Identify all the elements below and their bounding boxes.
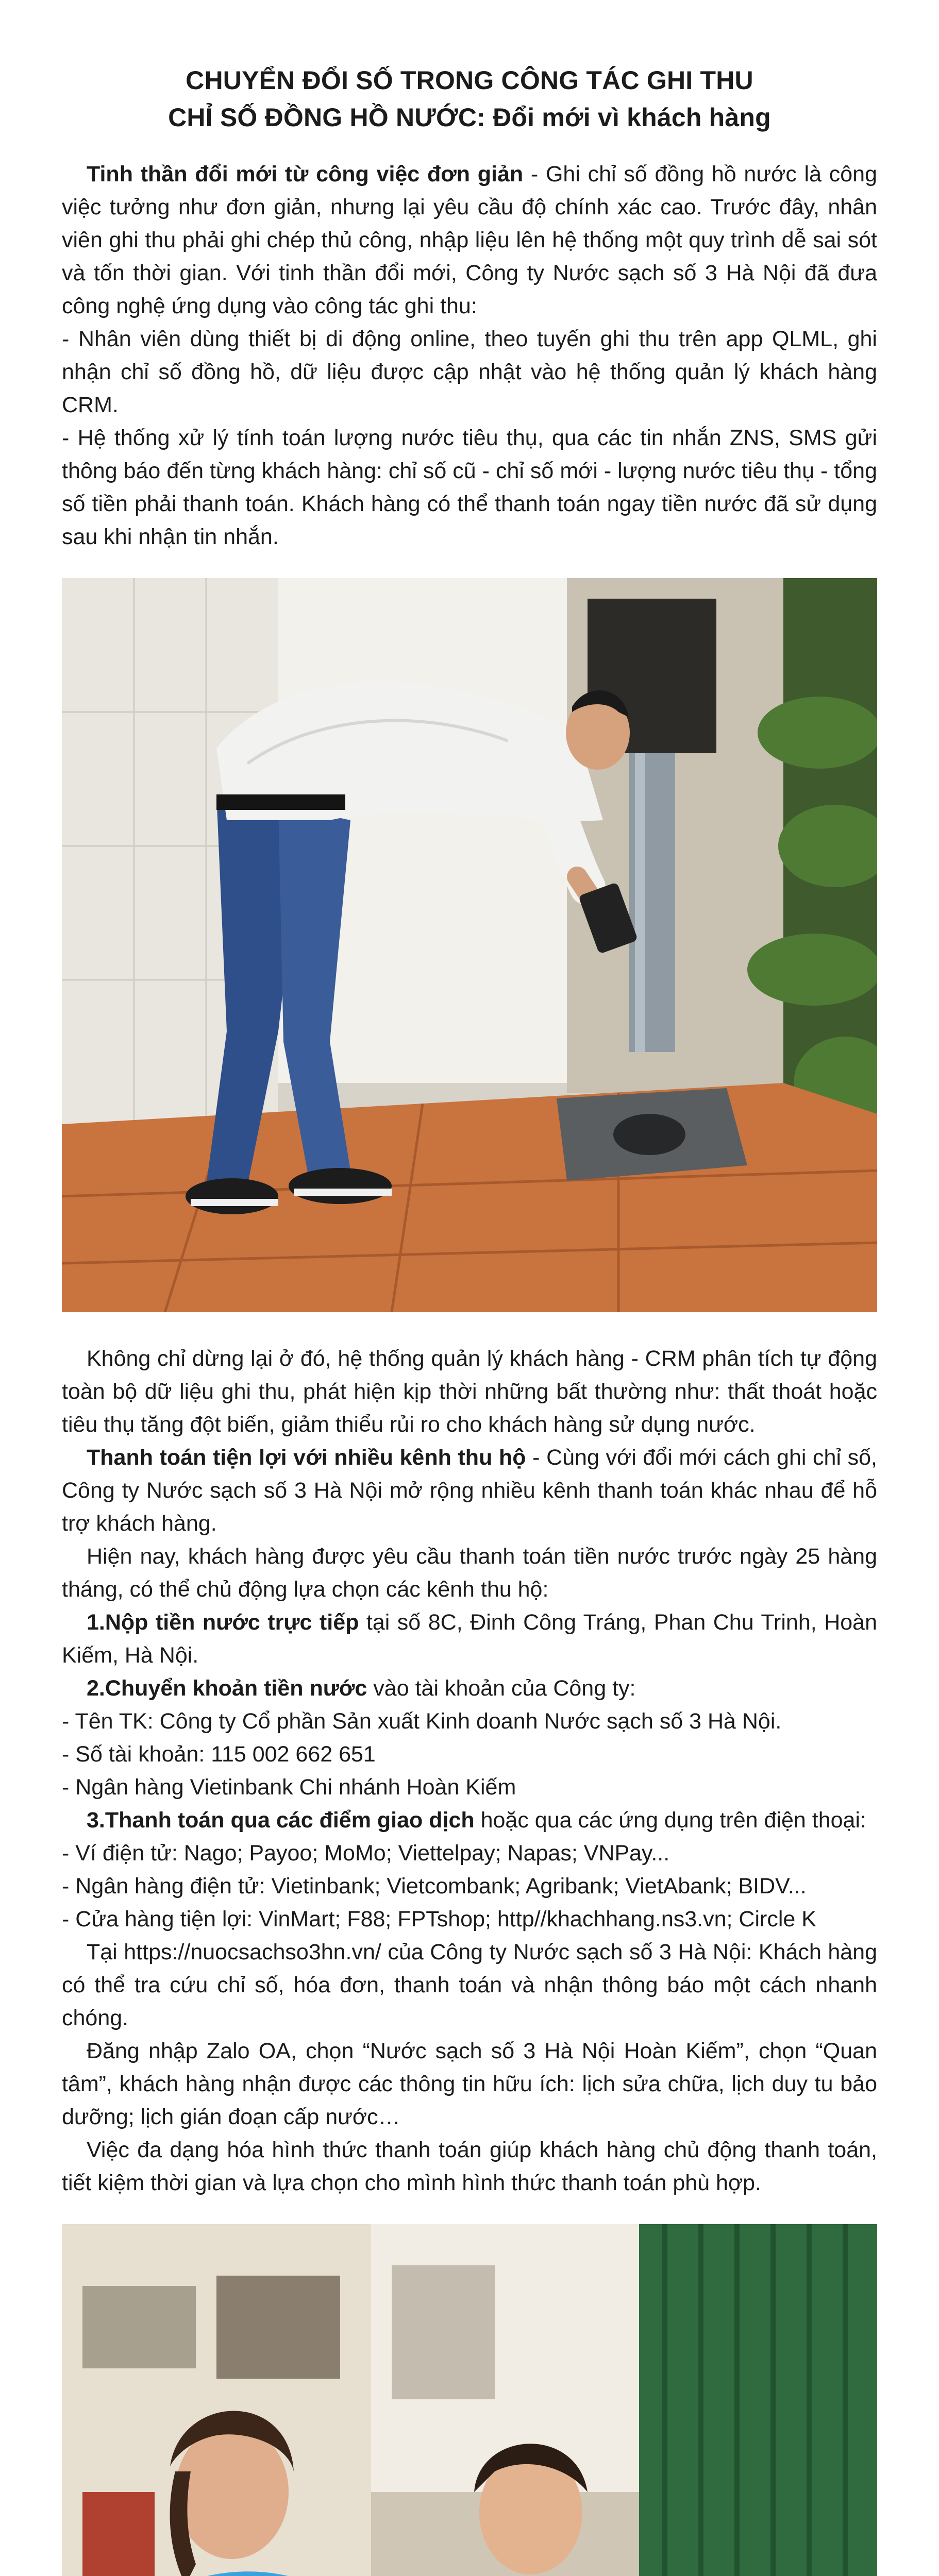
channel-1-text: tại số 8C, Đinh Công Tráng, Phan Chu Trinh, Hoàn Kiếm, Hà Nội. bbox=[62, 1610, 877, 1668]
channel-3-title: 3.Thanh toán qua các điểm giao dịch bbox=[87, 1808, 475, 1833]
section1-bullet-1: - Nhân viên dùng thiết bị di động online, theo tuyến ghi thu trên app QLML, ghi nhận chỉ số đồng hồ, dữ liệu được cập nhật vào hệ thống quản lý khách hàng CRM. bbox=[62, 327, 877, 417]
account-bank: - Ngân hàng Vietinbank Chi nhánh Hoàn Kiếm bbox=[62, 1775, 516, 1800]
channel-2-text: vào tài khoản của Công ty: bbox=[367, 1676, 636, 1701]
section1-lead: Tinh thần đổi mới từ công việc đơn giản bbox=[87, 162, 524, 187]
channel-1 bbox=[62, 1606, 877, 1672]
e-wallets: - Ví điện tử: Nago; Payoo; MoMo; Viettelpay; Napas; VNPay... bbox=[62, 1841, 670, 1866]
channel-1-title: 1.Nộp tiền nước trực tiếp bbox=[87, 1610, 359, 1635]
photo-meter-reader bbox=[62, 578, 877, 1312]
photo-staff-customer bbox=[62, 2224, 877, 2576]
website-para: Tại https://nuocsachso3hn.vn/ của Công ty Nước sạch số 3 Hà Nội: Khách hàng có thể tra cứu chỉ số, hóa đơn, thanh toán và nhận thông báo một cách nhanh chóng. bbox=[62, 1940, 877, 2030]
section2-lead-para bbox=[62, 1441, 877, 1540]
section2-lead-text: - Cùng với đổi mới cách ghi chỉ số, Công ty Nước sạch số 3 Hà Nội mở rộng nhiều kênh thanh toán khác nhau để hỗ trợ khách hàng. bbox=[62, 1445, 877, 1536]
account-number: - Số tài khoản: 115 002 662 651 bbox=[62, 1742, 376, 1767]
e-banks: - Ngân hàng điện tử: Vietinbank; Vietcombank; Agribank; VietAbank; BIDV... bbox=[62, 1874, 807, 1899]
convenience-stores: - Cửa hàng tiện lợi: VinMart; F88; FPTshop; http//khachhang.ns3.vn; Circle K bbox=[62, 1907, 816, 1931]
title-line-1: CHUYỂN ĐỔI SỐ TRONG CÔNG TÁC GHI THU bbox=[186, 66, 753, 95]
section2-deadline: Hiện nay, khách hàng được yêu cầu thanh toán tiền nước trước ngày 25 hàng tháng, có thể chủ động lựa chọn các kênh thu hộ: bbox=[62, 1544, 877, 1602]
channel-3 bbox=[62, 1804, 877, 1837]
zalo-para: Đăng nhập Zalo OA, chọn “Nước sạch số 3 Hà Nội Hoàn Kiếm”, chọn “Quan tâm”, khách hàng nhận được các thông tin hữu ích: lịch sửa chữa, lịch duy tu bảo dưỡng; lịch gián đoạn cấp nước… bbox=[62, 2039, 877, 2129]
channel-3-text: hoặc qua các ứng dụng trên điện thoại: bbox=[474, 1808, 866, 1833]
article-title bbox=[62, 62, 877, 136]
section1-intro-text: - Ghi chỉ số đồng hồ nước là công việc tưởng như đơn giản, nhưng lại yêu cầu độ chính xác cao. Trước đây, nhân viên ghi thu phải ghi chép thủ công, nhập liệu lên hệ thống một quy trình dễ sai sót và tốn thời gian. Với tinh thần đổi mới, Công ty Nước sạch số 3 Hà Nội đã đưa công nghệ ứng dụng vào công tác ghi thu: bbox=[62, 162, 877, 318]
account-name: - Tên TK: Công ty Cổ phần Sản xuất Kinh doanh Nước sạch số 3 Hà Nội. bbox=[62, 1709, 782, 1734]
section1-bullet-2: - Hệ thống xử lý tính toán lượng nước tiêu thụ, qua các tin nhắn ZNS, SMS gửi thông báo đến từng khách hàng: chỉ số cũ - chỉ số mới - lượng nước tiêu thụ - tổng số tiền phải thanh toán. Khách hàng có thể thanh toán ngay tiền nước đã sử dụng sau khi nhận tin nhắn. bbox=[62, 426, 877, 549]
section1-intro bbox=[62, 158, 877, 323]
diversify-para: Việc đa dạng hóa hình thức thanh toán giúp khách hàng chủ động thanh toán, tiết kiệm thời gian và lựa chọn cho mình hình thức thanh toán phù hợp. bbox=[62, 2138, 877, 2195]
channel-2 bbox=[62, 1672, 877, 1705]
section2-crm: Không chỉ dừng lại ở đó, hệ thống quản lý khách hàng - CRM phân tích tự động toàn bộ dữ liệu ghi thu, phát hiện kịp thời những bất thường như: thất thoát hoặc tiêu thụ tăng đột biến, giảm thiểu rủi ro cho khách hàng sử dụng nước. bbox=[62, 1346, 877, 1437]
channel-2-title: 2.Chuyển khoản tiền nước bbox=[87, 1676, 367, 1701]
photo-staff-customer-illustration bbox=[62, 2224, 877, 2576]
photo-meter-reader-illustration bbox=[62, 578, 877, 1312]
section2-lead: Thanh toán tiện lợi với nhiều kênh thu hộ bbox=[87, 1445, 526, 1470]
title-line-2: CHỈ SỐ ĐỒNG HỒ NƯỚC: Đổi mới vì khách hàng bbox=[168, 103, 771, 132]
